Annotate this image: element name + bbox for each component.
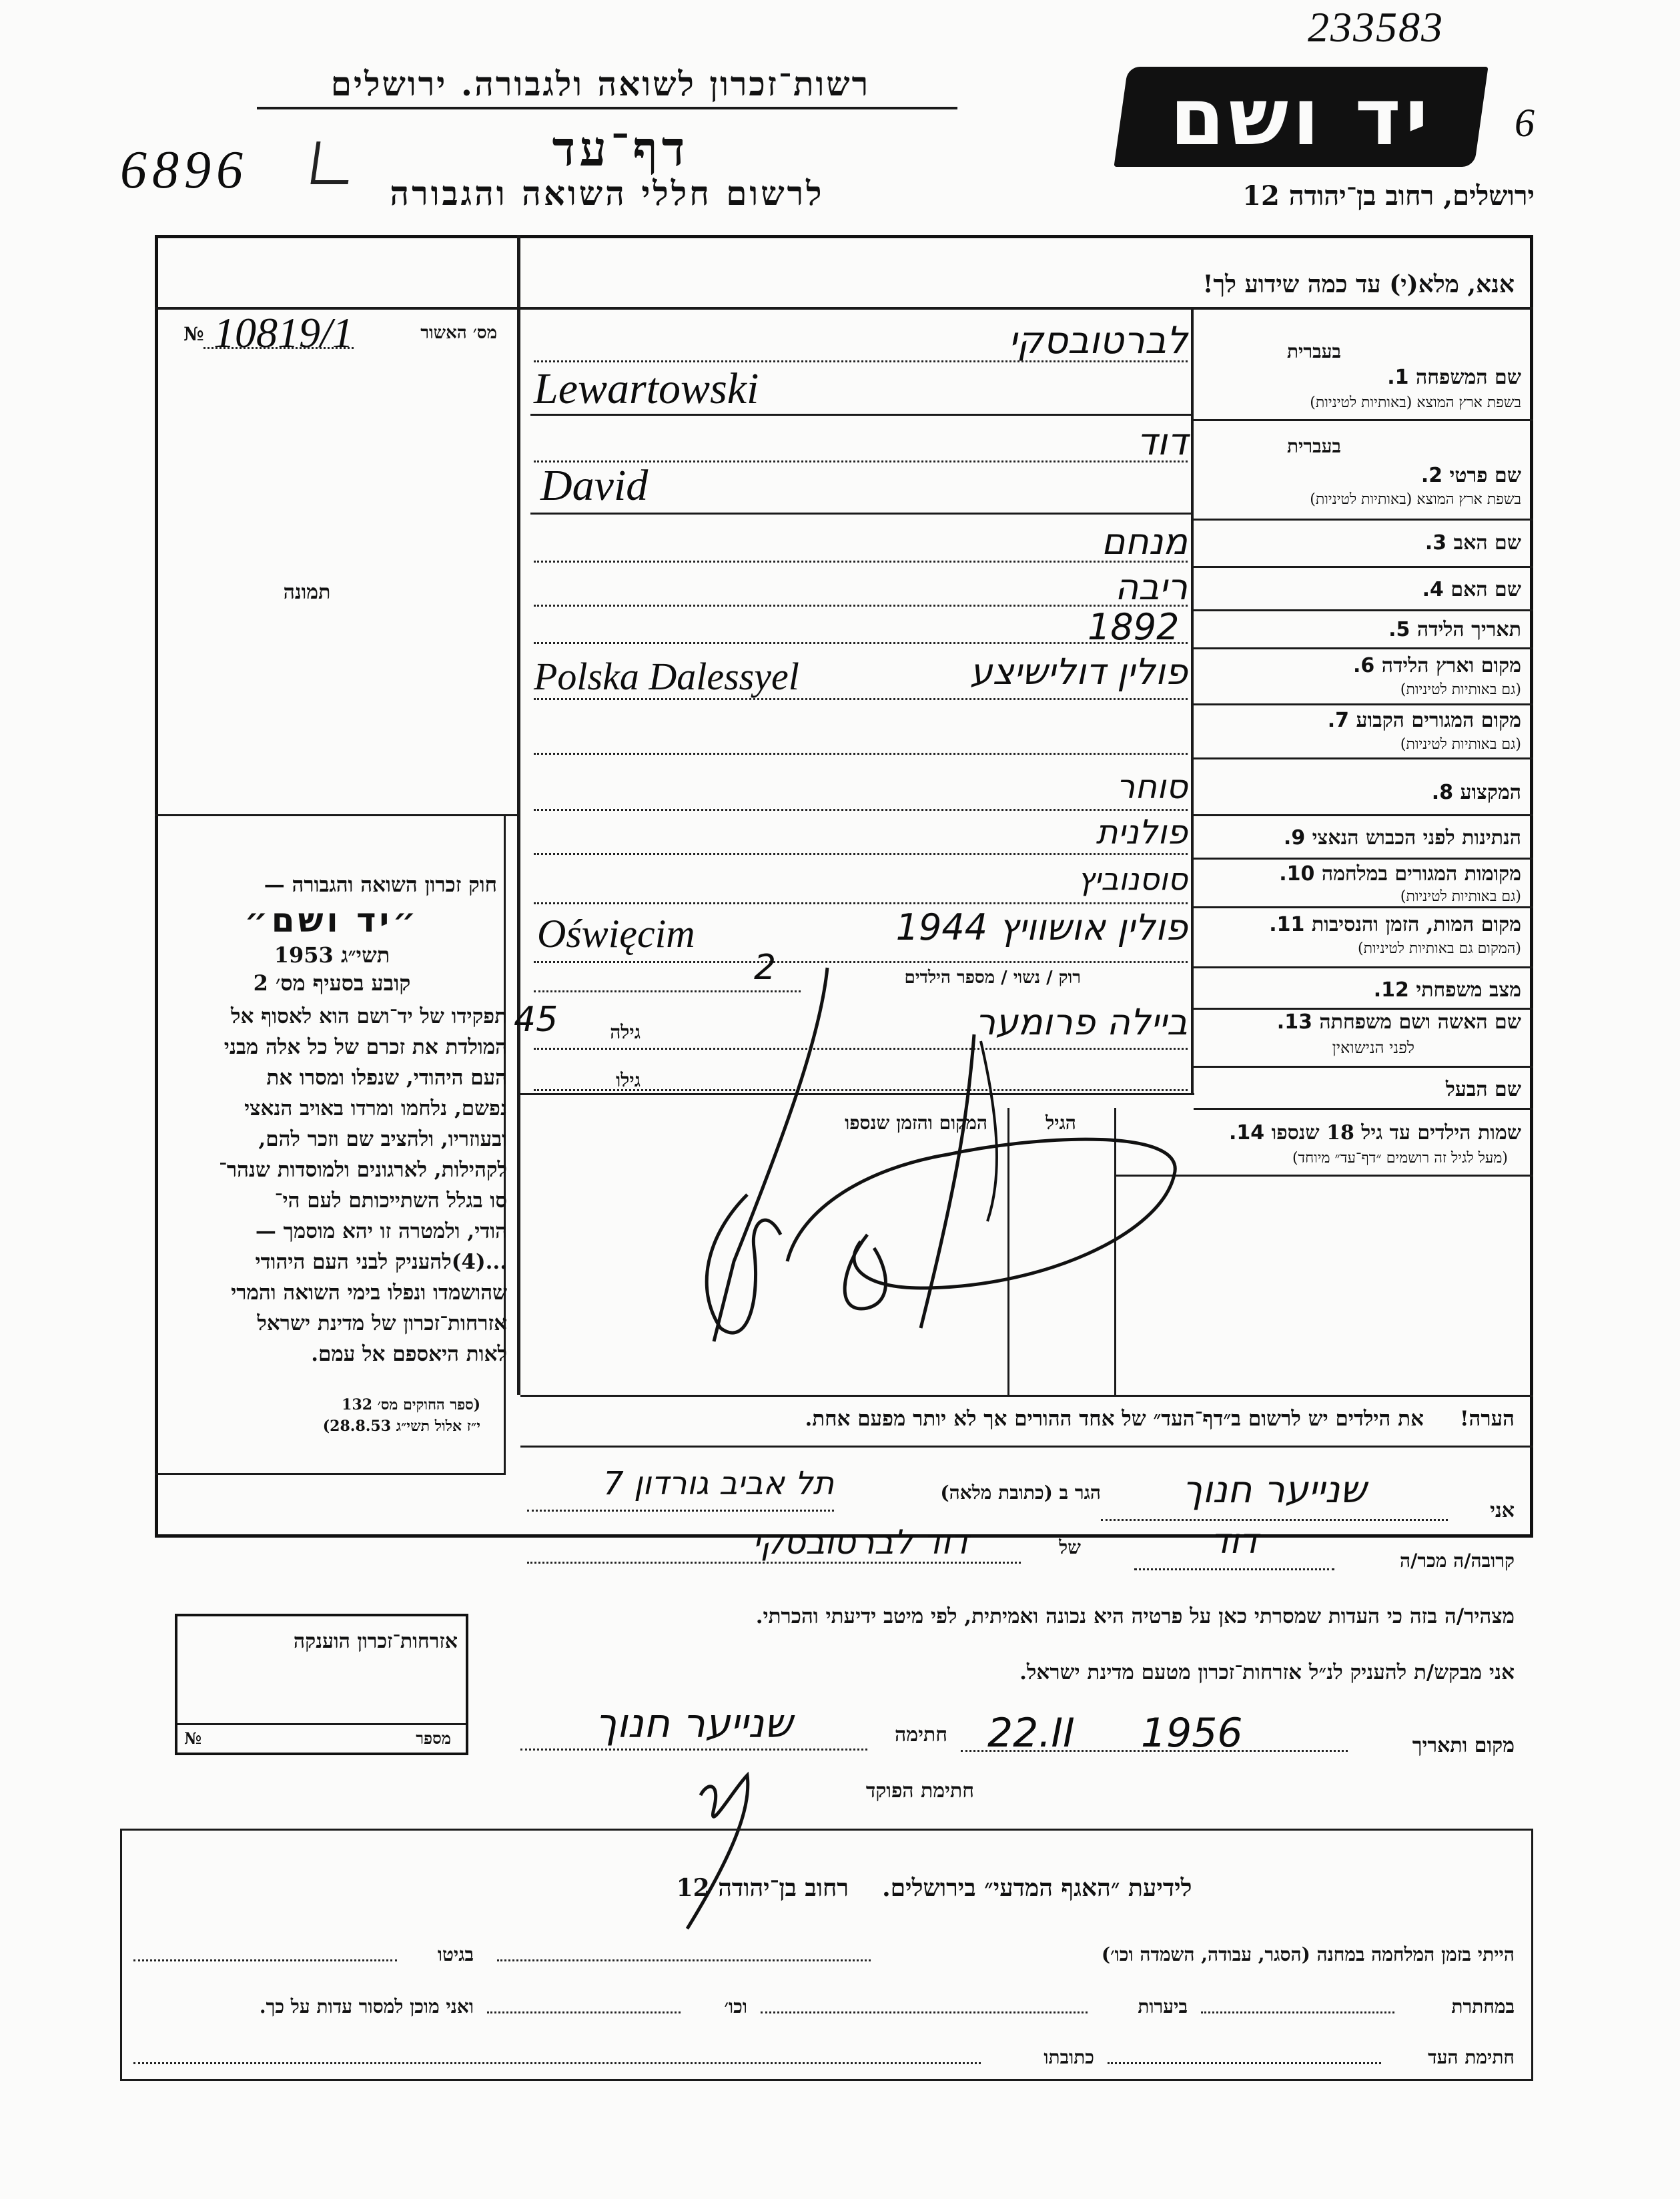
field-1-hebrew-tag: בעברית	[1286, 340, 1341, 362]
bottom-line2-d: ואני מוכן למסור עדות על כך.	[259, 1995, 474, 2017]
field-8-number: 8.	[1431, 781, 1454, 804]
field-husband-age-label: גילו	[616, 1069, 641, 1091]
field-6-value[interactable]: פולין דולישיצע	[969, 651, 1188, 693]
field-9-value[interactable]: פולנית	[1096, 813, 1188, 852]
row-rule	[1194, 1066, 1533, 1068]
row-rule	[1194, 419, 1533, 421]
law-text-line: הודי, ולמטרה זו יהא מוסמך —	[255, 1219, 507, 1243]
bottom-line1-dotted-a	[497, 1959, 871, 1961]
resides-label: הגר ב (כתובת מלאה)	[940, 1482, 1101, 1504]
field-2-sub: בשפת ארץ המוצא (באותיות לטיניות)	[1310, 491, 1521, 508]
page-mark: 6	[1515, 101, 1535, 145]
field-9-number: 9.	[1283, 826, 1306, 850]
field-6-number: 6.	[1352, 654, 1375, 677]
remark-text: את הילדים יש לרשום ב״דף־העד״ של אחד ההורים אך לא יותר מפעם אחת.	[805, 1407, 1424, 1431]
law-text-line: שהושמדו ונפלו בימי השואה והמרי	[231, 1281, 507, 1305]
field-6-label-text: מקום וארץ הלידה	[1381, 654, 1521, 677]
approval-no-sign: №	[183, 323, 204, 345]
row-rule	[1194, 566, 1533, 568]
signature-label: חתימה	[895, 1723, 947, 1747]
row-rule	[1194, 906, 1533, 908]
signature-dotted	[520, 1749, 867, 1751]
date-dotted	[961, 1750, 1348, 1752]
field-6-dotted	[534, 698, 1188, 700]
bottom-line2-dotted-b	[761, 2011, 1088, 2013]
field-12-label	[1201, 978, 1521, 1002]
law-title: חוק זכרון השואה והגבורה —	[264, 873, 497, 897]
date-value[interactable]: 22.II 1956	[987, 1710, 1243, 1757]
citizenship-number-label: מספר	[416, 1729, 451, 1748]
field-4-value[interactable]: ריבה	[1114, 566, 1188, 608]
field-4-label-text: שם האם	[1450, 578, 1521, 601]
address-dotted	[527, 1510, 834, 1512]
law-text-line: לאות היאספם אל עמם.	[311, 1342, 507, 1366]
law-text-line: סו בגלל השתייכותם לעם הי־	[274, 1189, 507, 1213]
of-label: של	[1059, 1536, 1081, 1558]
row-rule	[1194, 609, 1533, 611]
row-rule	[1194, 966, 1533, 968]
logo	[1114, 67, 1488, 167]
bottom-line3-dotted-a	[1108, 2062, 1381, 2064]
field-1-label-text: שם המשפחה	[1415, 366, 1521, 389]
form-subtitle: לרשום חללי השואה והגבורה	[390, 174, 825, 213]
field-1-number: 1.	[1387, 366, 1409, 389]
bottom-line2-a: במחתרת	[1451, 1995, 1515, 2017]
bottom-line2-b: ביערות	[1138, 1995, 1188, 2017]
relation-dotted	[1134, 1568, 1334, 1570]
field-1-value-hebrew[interactable]: לברטובסקי	[1008, 319, 1188, 362]
row-rule	[1194, 519, 1533, 521]
field-14-age-col: הגיל	[1045, 1112, 1076, 1134]
field-11-value-latin[interactable]: Oświęcim	[537, 912, 695, 956]
stamp-mark-icon	[311, 141, 354, 184]
citizenship-no-label: №	[184, 1729, 202, 1748]
field-1-line	[530, 414, 1191, 416]
field-6-sub: (גם באותיות לטיניות)	[1400, 681, 1521, 698]
statement: מצהיר/ה בזה כי העדות שמסרתי כאן על פרטיה היא נכונה ואמיתית, לפי מיטב ידיעתי והכרתי.	[755, 1604, 1515, 1628]
remark-label: הערה!	[1459, 1407, 1515, 1431]
field-8-value[interactable]: סוחר	[1116, 767, 1188, 806]
law-year: תשי״ג 1953	[274, 942, 390, 968]
request: אני מבקש/ת להעניק לנ״ל אזרחות־זכרון מטעם מדינת ישראל.	[1019, 1660, 1515, 1684]
row-rule	[1194, 647, 1533, 649]
field-4-label	[1201, 578, 1521, 601]
field-1-label	[1201, 366, 1521, 389]
law-text-line: נפשם, נלחמו ומרדו באויב הנאצי	[244, 1096, 507, 1121]
field-5-label-text: תאריך הלידה	[1416, 618, 1521, 641]
law-text-line: תפקידו של יד־ושם הוא לאסוף אל	[231, 1004, 507, 1028]
citizenship-box	[175, 1614, 468, 1755]
field-5-dotted	[534, 642, 1188, 644]
field-10-number: 10.	[1279, 862, 1315, 886]
field-2-value-hebrew[interactable]: דוד	[1136, 420, 1188, 464]
approval-number: 10819/1	[214, 309, 354, 356]
row-rule	[1194, 858, 1533, 860]
remark-top-rule	[520, 1395, 1533, 1397]
relation-value[interactable]: דוד	[1210, 1522, 1258, 1562]
bottom-line1-a: הייתי בזמן המלחמה במחנה (הסגר, עבודה, השמדה וכו׳)	[1101, 1943, 1515, 1965]
address: ירושלים, רחוב בן־יהודה 12	[1242, 180, 1535, 212]
law-text-line: ...(4)להעניק לבני העם היהודי	[255, 1250, 507, 1274]
field-3-label	[1201, 531, 1521, 555]
bottom-heading	[534, 1874, 1334, 1902]
instruction: אנא, מלא(י) עד כמה שידוע לך!	[1202, 270, 1515, 298]
bottom-line3-b: כתובתו	[1043, 2046, 1094, 2068]
field-2-hebrew-tag: בעברית	[1286, 435, 1341, 457]
bottom-line3-a: חתימת העד	[1428, 2046, 1515, 2068]
bottom-line3-dotted-b	[133, 2062, 981, 2064]
of-value[interactable]: דוד לברטובסקי	[753, 1523, 969, 1562]
citizenship-title: אזרחות־זכרון הוענקה	[293, 1630, 458, 1653]
field-8-label	[1201, 781, 1521, 804]
field-2-line	[530, 513, 1191, 515]
row-rule	[1194, 814, 1533, 816]
bottom-address: רחוב בן־יהודה 12	[676, 1874, 849, 1902]
law-text-line: אזרחות־זכרון של מדינת ישראל	[257, 1311, 507, 1335]
field-10-value[interactable]: סוסנוביץ	[1078, 861, 1188, 897]
field-11-label	[1201, 913, 1521, 936]
field-13-label-text: שם האשה ושם משפחתה	[1319, 1010, 1521, 1034]
field-9-dotted	[534, 853, 1188, 855]
place-date-label: מקום ותאריך	[1412, 1734, 1515, 1757]
bottom-section-bottom	[120, 2079, 1533, 2081]
law-name: ״יד ושם״	[244, 901, 420, 940]
declarant-name[interactable]: שנייער חנוך	[1182, 1468, 1366, 1512]
field-husband-label: שם הבעל	[1445, 1078, 1521, 1101]
field-12-options: רוק / נשוי / מספר הילדים	[904, 968, 1081, 988]
field-13-label	[1201, 1010, 1521, 1034]
field-14-label-text: שמות הילדים עד גיל 18 שנספו	[1271, 1121, 1521, 1145]
remark-bottom-rule	[520, 1446, 1533, 1448]
field-3-value[interactable]: מנחם	[1101, 521, 1188, 563]
bottom-line2-dotted-c	[487, 2011, 681, 2013]
bottom-section-right	[1531, 1829, 1533, 2081]
field-8-label-text: המקצוע	[1460, 781, 1521, 804]
officer-label: חתימת הפוקד	[865, 1779, 974, 1803]
bottom-line1-b: בגיטו	[437, 1943, 474, 1965]
law-text-line: ובעוזריו, ולהציב שם וזכר להם,	[258, 1127, 507, 1151]
field-6-label	[1201, 654, 1521, 677]
field-9-label	[1201, 826, 1521, 850]
field-10-label	[1201, 862, 1521, 886]
row-rule	[1194, 1008, 1533, 1010]
bottom-title: לידיעת ״האגף המדעי״ בירושלים.	[882, 1874, 1192, 1902]
corner-number: 233583	[1308, 3, 1444, 51]
handwritten-number: 6896	[120, 141, 248, 200]
bottom-line1-dotted-b	[133, 1959, 397, 1961]
field-4-number: 4.	[1422, 578, 1444, 601]
row-rule	[1194, 757, 1533, 759]
approval-label: מס׳ האשור	[420, 323, 497, 343]
field-14-place-col: המקום והזמן שנספו	[845, 1112, 987, 1134]
field-11-number: 11.	[1269, 913, 1305, 936]
declaration-i-label: אני	[1490, 1499, 1515, 1522]
field-13-age-label: גילה	[610, 1021, 641, 1043]
field-7-sub: (גם באותיות לטיניות)	[1400, 736, 1521, 753]
logo-text: יד ושם	[1170, 71, 1432, 163]
field-11-value[interactable]: פולין אושוויץ 1944	[895, 906, 1188, 948]
field-13-age-value[interactable]: 45	[514, 1000, 558, 1040]
address-value[interactable]: תל אביב גורדון 7	[603, 1465, 834, 1502]
law-clause: קובע בסעיף מס׳ 2	[253, 970, 411, 996]
signature-value[interactable]: שנייער חנוך	[595, 1700, 793, 1747]
field-14-number: 14.	[1228, 1121, 1265, 1145]
field-10-label-text: מקומות המגורים במלחמה	[1321, 862, 1521, 886]
field-14-sub: (מעל לגיל זה רושמים ״דף־עד״ מיוחד)	[1292, 1150, 1508, 1167]
field-2-value-latin[interactable]: David	[540, 461, 649, 510]
remark	[527, 1407, 1515, 1431]
field-5-label	[1201, 618, 1521, 641]
field-2-label	[1201, 464, 1521, 487]
photo-label: תמונה	[283, 581, 331, 604]
row-rule	[1194, 703, 1533, 705]
field-1-sub: בשפת ארץ המוצא (באותיות לטיניות)	[1310, 394, 1521, 411]
field-3-number: 3.	[1424, 531, 1447, 555]
org-underline	[257, 107, 957, 109]
approval-dotted-line	[203, 347, 354, 349]
field-13-value[interactable]: ביילה פרומער	[975, 1001, 1188, 1043]
field-12-number: 12.	[1373, 978, 1409, 1002]
field-11-sub: (המקום גם באותיות לטיניות)	[1358, 940, 1521, 957]
field-9-label-text: הנתינות לפני הכבוש הנאצי	[1312, 826, 1521, 850]
relative-label: קרובה/ה מכר/ה	[1400, 1550, 1515, 1572]
bottom-line2-c: וכו׳	[724, 1995, 747, 2017]
form-title: דף־עד	[552, 120, 689, 177]
field-5-value[interactable]: 1892	[1088, 606, 1180, 648]
citizenship-rule	[177, 1723, 466, 1725]
law-reference-1: (ספר החוקים מס׳ 132	[342, 1396, 480, 1413]
field-6-value-latin[interactable]: Polska Dalessyel	[534, 655, 799, 698]
field-10-sub: (גם באותיות לטיניות)	[1400, 888, 1521, 905]
field-7-label-text: מקום המגורים הקבוע	[1356, 709, 1521, 732]
law-text-line: העם היהודי, שנפלו ומסרו את	[266, 1066, 507, 1090]
bottom-section-left	[120, 1829, 122, 2081]
field-1-dotted-hebrew	[534, 360, 1188, 362]
law-text-line: לקהילות, לארגונים ולמוסדות שנהר־	[219, 1158, 507, 1182]
officer-signature-scribble	[634, 1762, 807, 1935]
law-text	[160, 1001, 507, 1369]
field-7-number: 7.	[1327, 709, 1350, 732]
law-text-line: המולדת את זכרם של כל אלה מבני	[224, 1035, 507, 1059]
field-2-label-text: שם פרטי	[1449, 464, 1521, 487]
declarant-dotted	[1101, 1519, 1448, 1521]
of-dotted	[527, 1562, 1021, 1564]
field-7-label	[1201, 709, 1521, 732]
field-3-label-text: שם האב	[1453, 531, 1521, 555]
field-13-sub: לפני הנישואין	[1332, 1038, 1414, 1057]
field-5-number: 5.	[1388, 618, 1410, 641]
field-3-dotted	[534, 561, 1188, 563]
law-box-bottom	[155, 1473, 506, 1475]
bottom-section-top	[120, 1829, 1533, 1831]
field-12-label-text: מצב משפחתי	[1416, 978, 1521, 1002]
field-7-dotted	[534, 753, 1188, 755]
field-1-value-latin[interactable]: Lewartowski	[534, 364, 759, 413]
field-8-dotted	[534, 809, 1188, 811]
law-reference-2: י״ז אלול תשי״ג 28.8.53)	[322, 1418, 480, 1435]
org-line: רשות־זכרון לשואה ולגבורה. ירושלים	[330, 64, 871, 103]
field-11-label-text: מקום המות, הזמן והנסיבות	[1311, 913, 1521, 936]
field-10-dotted	[534, 902, 1188, 904]
field-13-number: 13.	[1276, 1010, 1312, 1034]
field-12-children-count[interactable]: 2	[754, 948, 777, 988]
cross-out-scribble	[667, 954, 1201, 1355]
law-box-top	[155, 814, 520, 816]
bottom-line2-dotted-a	[1201, 2011, 1394, 2013]
row-rule	[1194, 1108, 1533, 1110]
field-2-number: 2.	[1420, 464, 1443, 487]
